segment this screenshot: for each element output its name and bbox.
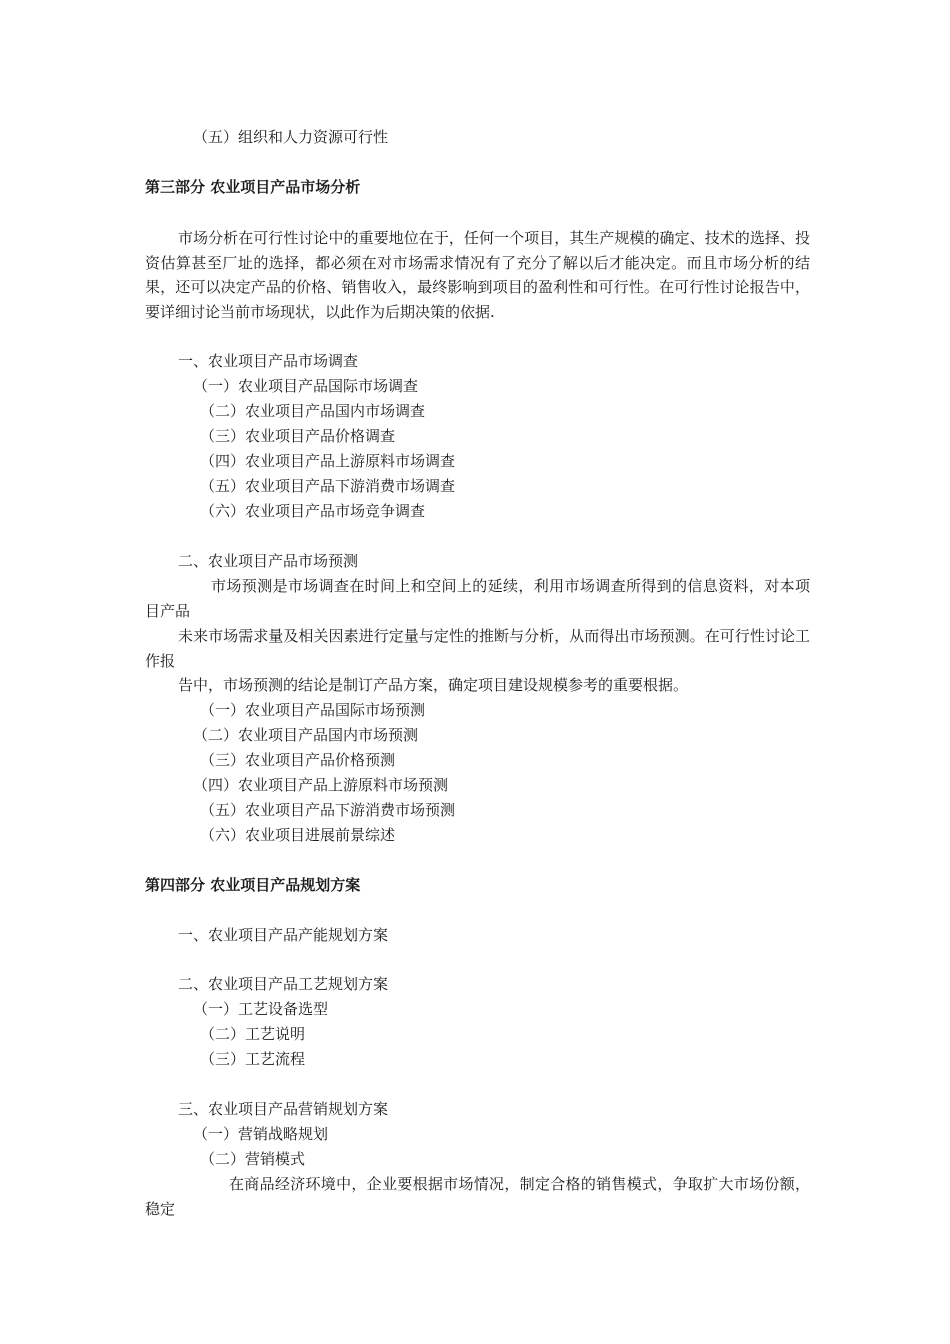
list-item: （二）营销模式 — [200, 1150, 306, 1168]
list-item: （一）农业项目产品国际市场调查 — [193, 377, 419, 395]
list-item: （三）工艺流程 — [200, 1050, 306, 1068]
subheading-process-plan: 二、农业项目产品工艺规划方案 — [178, 975, 389, 993]
list-item: （一）工艺设备选型 — [193, 1000, 329, 1018]
list-item: （三）农业项目产品价格调查 — [200, 427, 396, 445]
subheading-capacity-plan: 一、农业项目产品产能规划方案 — [178, 926, 389, 944]
item-org-hr-feasibility: （五）组织和人力资源可行性 — [193, 128, 389, 146]
list-item: （三）农业项目产品价格预测 — [200, 751, 396, 769]
list-item: （二）工艺说明 — [200, 1025, 306, 1043]
paragraph-market-analysis: 市场分析在可行性讨论中的重要地位在于，任何一个项目，其生产规模的确定、技术的选择、投资估算甚至厂址的选择，都必须在对市场需求情况有了充分了解以后才能决定。而且市场分析的结果，还可以决定产品的价格、销售收入，最终影响到项目的盈利性和可行性。在可行性讨论报告中，要详细讨论当前市场现状，以此作为后期决策的依据. — [145, 229, 810, 321]
subheading-market-survey: 一、农业项目产品市场调查 — [178, 352, 359, 370]
paragraph-marketing-mode: 在商品经济环境中，企业要根据市场情况，制定合格的销售模式，争取扩大市场份额，稳定 — [145, 1175, 810, 1218]
list-item: （二）农业项目产品国内市场预测 — [193, 726, 419, 744]
list-item: （一）营销战略规划 — [193, 1125, 329, 1143]
list-item: （六）农业项目产品市场竞争调查 — [200, 502, 426, 520]
section-heading-part4: 第四部分 农业项目产品规划方案 — [145, 876, 361, 894]
subheading-marketing-plan: 三、农业项目产品营销规划方案 — [178, 1100, 389, 1118]
subheading-market-forecast: 二、农业项目产品市场预测 — [178, 552, 359, 570]
paragraph-forecast-3: 告中，市场预测的结论是制订产品方案，确定项目建设规模参考的重要根据。 — [178, 676, 689, 694]
list-item: （二）农业项目产品国内市场调查 — [200, 402, 426, 420]
paragraph-forecast-1: 市场预测是市场调查在时间上和空间上的延续，利用市场调查所得到的信息资料，对本项目产品 — [145, 577, 810, 620]
list-item: （一）农业项目产品国际市场预测 — [200, 701, 426, 719]
list-item: （五）农业项目产品下游消费市场调查 — [200, 477, 456, 495]
section-heading-part3: 第三部分 农业项目产品市场分析 — [145, 178, 361, 196]
list-item: （四）农业项目产品上游原料市场调查 — [200, 452, 456, 470]
list-item: （四）农业项目产品上游原料市场预测 — [193, 776, 449, 794]
list-item: （五）农业项目产品下游消费市场预测 — [200, 801, 456, 819]
list-item: （六）农业项目进展前景综述 — [200, 826, 396, 844]
paragraph-forecast-2: 未来市场需求量及相关因素进行定量与定性的推断与分析，从而得出市场预测。在可行性讨论工作报 — [145, 627, 810, 670]
